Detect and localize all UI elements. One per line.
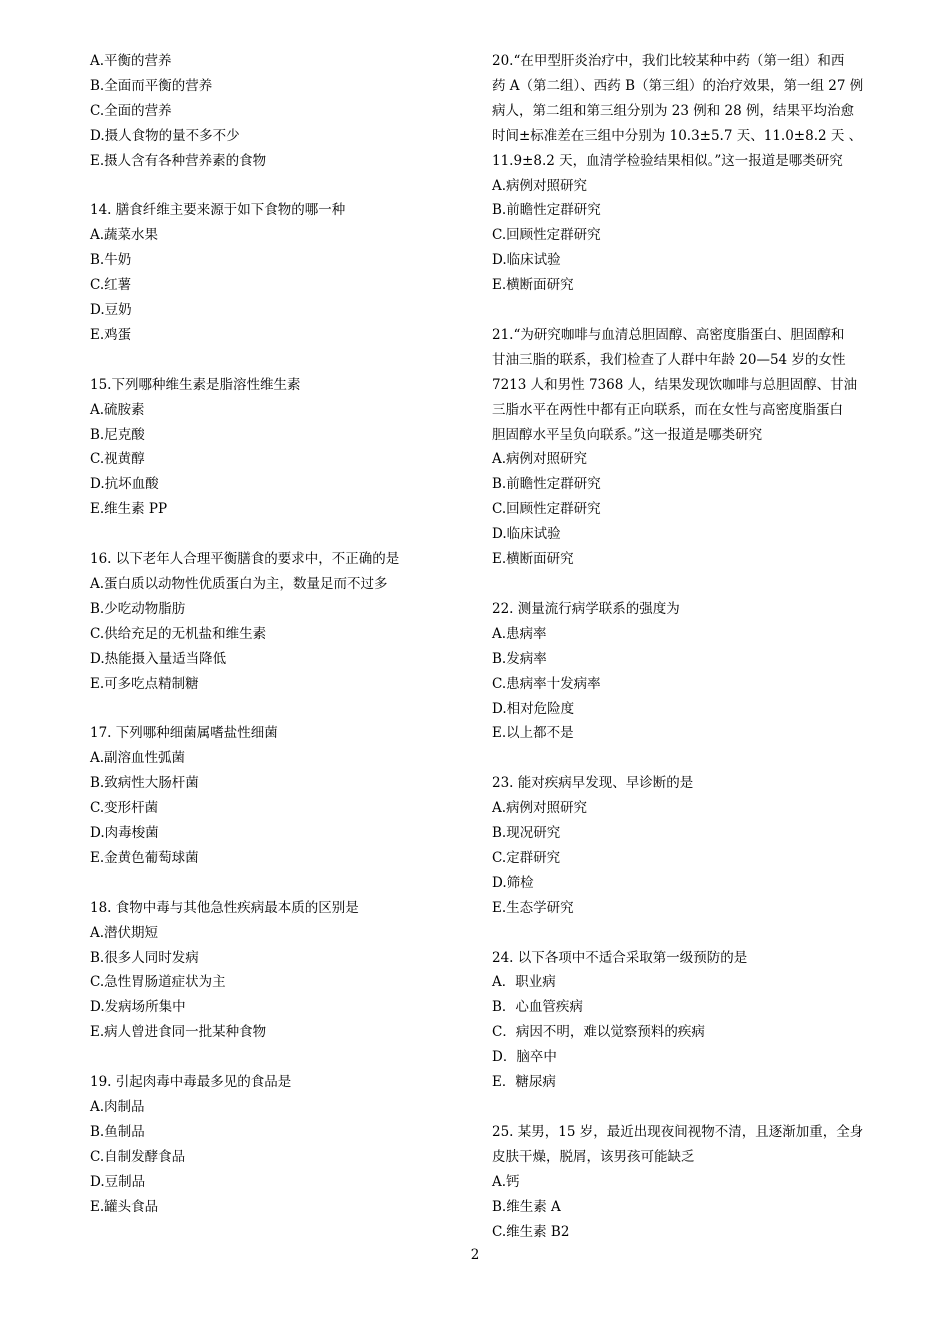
question-stem-line: 19. 引起肉毒中毒最多见的食品是: [90, 1074, 292, 1091]
answer-option: E.罐头食品: [90, 1198, 159, 1215]
answer-option: E.金黄色葡萄球菌: [90, 849, 199, 866]
question-stem-line: 21.“为研究咖啡与血清总胆固醇、高密度脂蛋白、胆固醇和: [492, 326, 845, 343]
answer-option: E.鸡蛋: [90, 326, 132, 343]
answer-option: D．脑卒中: [492, 1049, 557, 1066]
page-number: 2: [470, 1247, 480, 1263]
answer-option: D.相对危险度: [492, 700, 575, 717]
answer-option: E.病人曾进食同一批某种食物: [90, 1024, 267, 1041]
left-column: [90, 49, 475, 1244]
question-stem: [492, 323, 867, 448]
answer-option: D.摄人食物的量不多不少: [90, 127, 240, 144]
answer-option: C.变形杆菌: [90, 800, 159, 817]
answer-option: D.发病场所集中: [90, 999, 186, 1016]
question-stem-line: 胆固醇水平呈负向联系。”这一报道是哪类研究: [492, 426, 763, 443]
question-stem-line: 皮肤干燥，脱屑，该男孩可能缺乏: [492, 1148, 695, 1165]
question-stem: [90, 198, 475, 223]
question-block: [492, 597, 867, 746]
question-stem-line: 18. 食物中毒与其他急性疾病最本质的区别是: [90, 899, 359, 916]
question-stem: [90, 373, 475, 398]
question-stem-line: 11.9±8.2 天，血清学检验结果相似。”这一报道是哪类研究: [492, 152, 843, 169]
answer-option: C.定群研究: [492, 849, 561, 866]
answer-option: A.钙: [492, 1173, 520, 1190]
answer-option: A.蛋白质以动物性优质蛋白为主，数量足而不过多: [90, 575, 388, 592]
answer-option: D.肉毒梭菌: [90, 825, 159, 842]
answer-option: B．心血管疾病: [492, 999, 583, 1016]
answer-option: E.横断面研究: [492, 551, 574, 568]
answer-option: C.红薯: [90, 277, 132, 294]
answer-option: C．病因不明，难以觉察预料的疾病: [492, 1024, 705, 1041]
question-stem-line: 7213 人和男性 7368 人，结果发现饮咖啡与总胆固醇、甘油: [492, 376, 858, 393]
question-stem: [90, 896, 475, 921]
question-block: [90, 547, 475, 696]
question-block: [90, 721, 475, 870]
answer-option: B.牛奶: [90, 252, 132, 269]
answer-option: B.前瞻性定群研究: [492, 202, 601, 219]
question-stem-line: 16. 以下老年人合理平衡膳食的要求中，不正确的是: [90, 551, 400, 568]
question-stem-line: 24. 以下各项中不适合采取第一级预防的是: [492, 949, 748, 966]
answer-option: C.维生素 B2: [492, 1223, 570, 1240]
answer-option: D.抗坏血酸: [90, 476, 159, 493]
answer-option: A.患病率: [492, 625, 547, 642]
question-stem: [90, 547, 475, 572]
question-block: [492, 1120, 867, 1245]
question-stem-line: 17. 下列哪种细菌属嗜盐性细菌: [90, 725, 278, 742]
answer-option: A.病例对照研究: [492, 177, 588, 194]
answer-option: A.蔬菜水果: [90, 227, 159, 244]
answer-option: D.豆奶: [90, 302, 132, 319]
answer-option: B.维生素 A: [492, 1198, 561, 1215]
answer-option: D.临床试验: [492, 252, 561, 269]
question-stem: [492, 49, 867, 174]
answer-option: A.硫胺素: [90, 401, 145, 418]
answer-option: C.全面的营养: [90, 102, 172, 119]
question-block: [90, 896, 475, 1045]
answer-option: C.回顾性定群研究: [492, 227, 601, 244]
answer-option: B.现况研究: [492, 825, 561, 842]
answer-option: B.少吃动物脂肪: [90, 600, 186, 617]
answer-option: D.临床试验: [492, 526, 561, 543]
question-stem-line: 病人，第二组和第三组分别为 23 例和 28 例，结果平均治愈: [492, 102, 855, 119]
question-stem: [492, 597, 867, 622]
answer-option: B.鱼制品: [90, 1123, 145, 1140]
answer-option: B.全面而平衡的营养: [90, 77, 213, 94]
question-stem: [90, 1070, 475, 1095]
question-block: [90, 49, 475, 174]
answer-option: C.视黄醇: [90, 451, 145, 468]
answer-option: D.热能摄入量适当降低: [90, 650, 227, 667]
answer-option: E.以上都不是: [492, 725, 574, 742]
answer-option: B.很多人同时发病: [90, 949, 199, 966]
answer-option: B.前瞻性定群研究: [492, 476, 601, 493]
answer-option: A.病例对照研究: [492, 451, 588, 468]
question-block: [90, 198, 475, 347]
answer-option: E．糖尿病: [492, 1074, 556, 1091]
question-stem-line: 22. 测量流行病学联系的强度为: [492, 600, 680, 617]
question-block: [492, 946, 867, 1095]
question-stem-line: 20.“在甲型肝炎治疗中，我们比较某种中药（第一组）和西: [492, 53, 845, 69]
answer-option: C.供给充足的无机盐和维生素: [90, 625, 267, 642]
question-stem-line: 药 A（第二组）、西药 B（第三组）的治疗效果，第一组 27 例: [492, 77, 864, 94]
answer-option: A.肉制品: [90, 1098, 145, 1115]
answer-option: E.摄人含有各种营养素的食物: [90, 152, 267, 169]
answer-option: B.发病率: [492, 650, 547, 667]
question-stem-line: 14. 膳食纤维主要来源于如下食物的哪一种: [90, 202, 346, 219]
answer-option: E.维生素 PP: [90, 501, 168, 518]
question-stem-line: 三脂水平在两性中都有正向联系，而在女性与高密度脂蛋白: [492, 401, 843, 418]
question-block: [90, 373, 475, 522]
question-block: [90, 1070, 475, 1219]
answer-option: B.致病性大肠杆菌: [90, 775, 199, 792]
answer-option: C.自制发酵食品: [90, 1148, 186, 1165]
answer-option: E.横断面研究: [492, 277, 574, 294]
answer-option: A.副溶血性弧菌: [90, 750, 186, 767]
question-stem-line: 23. 能对疾病早发现、早诊断的是: [492, 775, 694, 792]
answer-option: C.回顾性定群研究: [492, 501, 601, 518]
answer-option: D.豆制品: [90, 1173, 146, 1190]
question-stem: [492, 771, 867, 796]
question-block: [492, 49, 867, 298]
question-stem: [492, 1120, 867, 1170]
answer-option: A.病例对照研究: [492, 800, 588, 817]
question-stem: [90, 721, 475, 746]
answer-option: A.潜伏期短: [90, 924, 159, 941]
question-block: [492, 323, 867, 572]
answer-option: C.患病率十发病率: [492, 675, 601, 692]
answer-option: B.尼克酸: [90, 426, 145, 443]
question-stem: [492, 946, 867, 971]
answer-option: A.平衡的营养: [90, 53, 172, 69]
answer-option: C.急性胃肠道症状为主: [90, 974, 226, 991]
question-stem-line: 25. 某男，15 岁，最近出现夜间视物不清，且逐渐加重，全身: [492, 1123, 864, 1140]
question-stem-line: 甘油三脂的联系，我们检查了人群中年龄 20—54 岁的女性: [492, 351, 846, 368]
question-stem-line: 15.下列哪种维生素是脂溶性维生素: [90, 376, 301, 393]
answer-option: A．职业病: [492, 974, 556, 991]
answer-option: E.可多吃点精制糖: [90, 675, 199, 692]
right-column: [492, 49, 867, 1269]
answer-option: E.生态学研究: [492, 899, 574, 916]
question-block: [492, 771, 867, 920]
answer-option: D.筛检: [492, 874, 534, 891]
question-stem-line: 时间±标准差在三组中分别为 10.3±5.7 天、11.0±8.2 天 、: [492, 127, 863, 144]
